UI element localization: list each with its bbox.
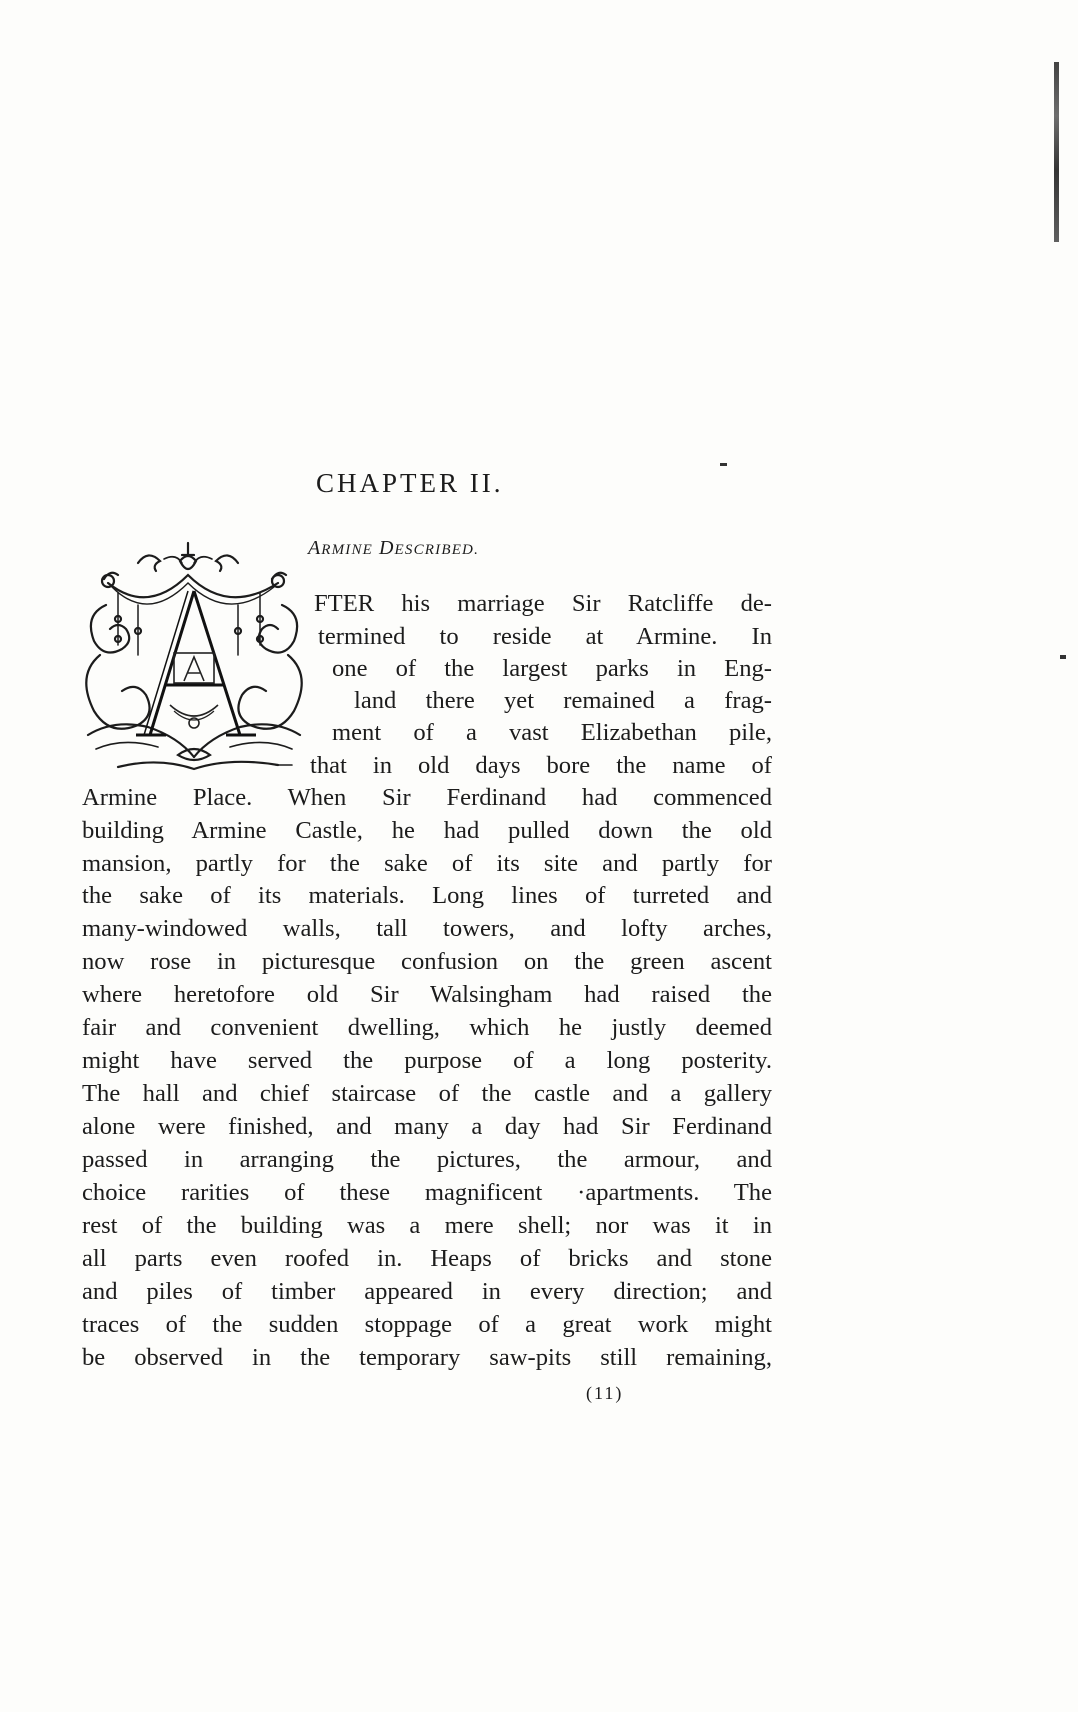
scan-speck: [1060, 655, 1066, 659]
subtitle-initial: D: [379, 537, 395, 559]
text-line: many-windowed walls, tall towers, and lofty arches,: [82, 915, 772, 942]
text-line: termined to reside at Armine. In: [318, 623, 772, 650]
subtitle-word: RMINE: [321, 542, 374, 558]
text-line: FTER his marriage Sir Ratcliffe de-: [314, 590, 772, 617]
text-line: fair and convenient dwelling, which he justly deemed: [82, 1014, 772, 1041]
drop-cap-ornament: [78, 535, 310, 783]
text-line: rest of the building was a mere shell; nor was it in: [82, 1212, 772, 1239]
text-line: The hall and chief staircase of the castle and a gallery: [82, 1080, 772, 1107]
text-line: now rose in picturesque confusion on the green ascent: [82, 948, 772, 975]
text-line: passed in arranging the pictures, the armour, and: [82, 1146, 772, 1173]
page-number: (11): [586, 1383, 624, 1403]
text-line: traces of the sudden stoppage of a great work might: [82, 1311, 772, 1338]
text-line: might have served the purpose of a long posterity.: [82, 1047, 772, 1074]
scan-dash: [720, 463, 727, 466]
text-line: mansion, partly for the sake of its site and partly for: [82, 850, 772, 877]
chapter-title: CHAPTER II.: [316, 468, 504, 498]
text-line: be observed in the temporary saw-pits still remaining,: [82, 1344, 772, 1371]
text-line: land there yet remained a frag-: [354, 687, 772, 714]
scan-edge-mark: [1054, 62, 1059, 242]
text-line: alone were finished, and many a day had Sir Ferdinand: [82, 1113, 772, 1140]
text-line: choice rarities of these magnificent ·apartments. The: [82, 1179, 772, 1206]
text-line: building Armine Castle, he had pulled down the old: [82, 817, 772, 844]
text-line: where heretofore old Sir Walsingham had raised the: [82, 981, 772, 1008]
subtitle-word: ESCRIBED.: [394, 542, 480, 558]
subtitle-initial: A: [308, 537, 322, 559]
text-line: and piles of timber appeared in every direction; and: [82, 1278, 772, 1305]
text-line: the sake of its materials. Long lines of turreted and: [82, 882, 772, 909]
chapter-subtitle: [308, 537, 479, 560]
text-line: Armine Place. When Sir Ferdinand had commenced: [82, 784, 772, 811]
text-line: one of the largest parks in Eng-: [332, 655, 772, 682]
text-line: all parts even roofed in. Heaps of bricks and stone: [82, 1245, 772, 1272]
text-line: that in old days bore the name of: [310, 752, 772, 779]
ornamental-drop-cap: [78, 535, 310, 783]
text-line: ment of a vast Elizabethan pile,: [332, 719, 772, 746]
